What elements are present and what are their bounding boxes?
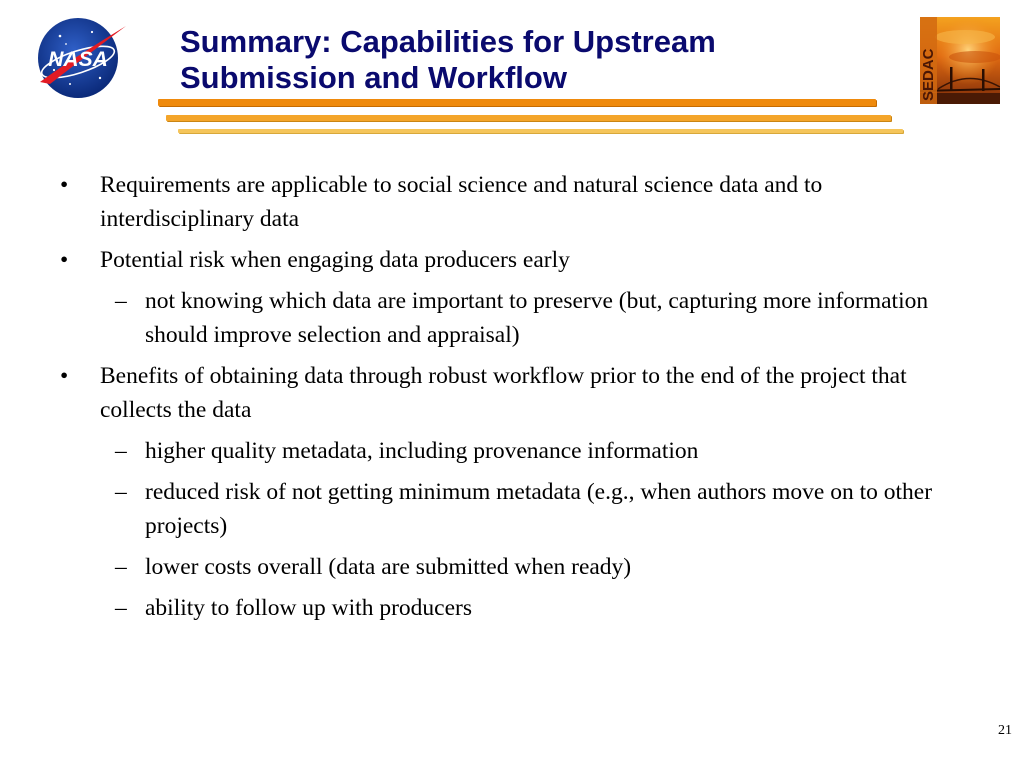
bullet-text: Benefits of obtaining data through robust workflow prior to the end of the project that collects the data xyxy=(100,363,907,423)
nasa-logo-text: NASA xyxy=(48,48,108,71)
sub-bullet-item xyxy=(60,434,960,468)
title-line-2: Submission and Workflow xyxy=(180,60,567,95)
bullet-text: Requirements are applicable to social science and natural science data and to interdisciplinary data xyxy=(100,172,823,232)
nasa-logo xyxy=(30,12,130,102)
bullet-marker: • xyxy=(60,172,69,198)
sub-bullet-item xyxy=(60,550,960,584)
sub-bullet-marker: – xyxy=(115,479,127,505)
bullet-text: Potential risk when engaging data producers early xyxy=(100,247,570,273)
bullet-item xyxy=(60,168,960,236)
nasa-meatball-icon xyxy=(30,12,130,102)
bullet-list xyxy=(60,168,960,632)
bullet-item xyxy=(60,243,960,277)
sedac-logo-text: SEDAC xyxy=(920,48,937,101)
sedac-sunset-icon xyxy=(920,17,1000,104)
page-number: 21 xyxy=(998,723,1012,738)
bullet-text: not knowing which data are important to preserve (but, capturing more information should improve selection and appraisal) xyxy=(145,288,929,348)
title-underline-bar-3 xyxy=(178,129,903,133)
sub-bullet-item xyxy=(60,284,960,352)
sub-bullet-marker: – xyxy=(115,288,127,314)
sub-bullet-marker: – xyxy=(115,595,127,621)
sedac-logo xyxy=(920,17,1000,104)
page-title xyxy=(180,24,880,96)
bullet-text: ability to follow up with producers xyxy=(145,595,472,621)
bullet-marker: • xyxy=(60,363,69,389)
sub-bullet-item xyxy=(60,591,960,625)
bullet-text: higher quality metadata, including provenance information xyxy=(145,438,699,464)
title-line-1: Summary: Capabilities for Upstream xyxy=(180,24,716,59)
bullet-marker: • xyxy=(60,247,69,273)
bullet-text: lower costs overall (data are submitted when ready) xyxy=(145,554,632,580)
title-underline-bar-2 xyxy=(166,115,891,121)
sub-bullet-item xyxy=(60,475,960,543)
sub-bullet-marker: – xyxy=(115,554,127,580)
title-underline-bar-1 xyxy=(158,99,876,106)
bullet-text: reduced risk of not getting minimum metadata (e.g., when authors move on to other projects) xyxy=(145,479,933,539)
sub-bullet-marker: – xyxy=(115,438,127,464)
bullet-item xyxy=(60,359,960,427)
